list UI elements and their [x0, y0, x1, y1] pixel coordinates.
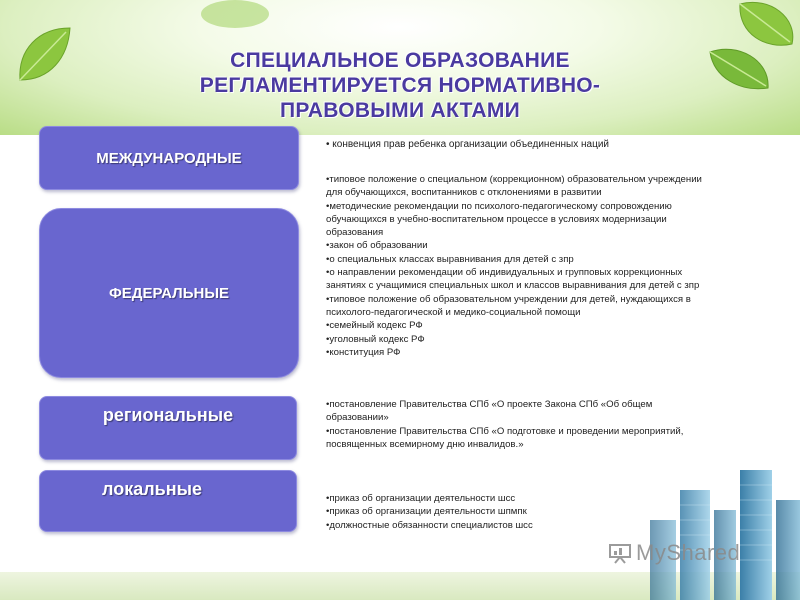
list-item: •типовое положение о специальном (коррекционном) образовательном учреждении для обучающихся, воспитанников с отклонениями в развитии	[326, 174, 702, 199]
list-item: •семейный кодекс РФ	[326, 320, 423, 332]
list-item: •о специальных классах выравнивания для детей с зпр	[326, 253, 574, 265]
list-item: •постановление Правительства СПб «О проекте Закона СПб «Об общем образовании»	[326, 399, 653, 424]
page-title	[140, 48, 660, 123]
category-local-label: локальные	[102, 479, 202, 499]
list-item: •приказ об организации деятельности шсс	[326, 493, 516, 504]
list-item: • конвенция прав ребенка организации объединенных наций	[326, 139, 610, 150]
list-item: •закон об образовании	[326, 240, 428, 252]
title-line-3: ПРАВОВЫМИ АКТАМИ	[279, 99, 521, 122]
category-regional-label: региональные	[102, 405, 234, 425]
regional-list	[326, 398, 716, 451]
list-item: •приказ об организации деятельности шпмпк	[326, 506, 527, 518]
category-federal-box	[39, 208, 299, 378]
leaf-top-left-icon	[8, 20, 78, 90]
title-line-2: РЕГЛАМЕНТИРУЕТСЯ НОРМАТИВНО-	[199, 74, 601, 97]
list-item: •уголовный кодекс РФ	[326, 333, 425, 345]
federal-list	[326, 173, 716, 359]
list-item: •методические рекомендации по психолого-педагогическому сопровождению обучающихся в учебно-воспитательном процессе в условиях модернизации образования	[326, 200, 672, 239]
leaf-top-right-icon	[660, 0, 800, 110]
category-federal-label: ФЕДЕРАЛЬНЫЕ	[108, 284, 230, 302]
category-international-label: МЕЖДУНАРОДНЫЕ	[96, 149, 242, 167]
buildings-illustration-icon	[640, 450, 800, 600]
presentation-icon	[608, 542, 632, 564]
leaf-top-center-icon	[195, 0, 275, 40]
list-item: •типовое положение об образовательном учреждении для детей, нуждающихся в психолого-педагогической и медико-социальной помощи	[326, 293, 691, 318]
category-local-box	[39, 470, 297, 532]
watermark	[608, 540, 740, 566]
list-item: •постановление Правительства СПб «О подготовке и проведении мероприятий, посвященных всемирному дню инвалидов.»	[326, 425, 684, 450]
list-item: •должностные обязанности специалистов шсс	[326, 519, 533, 531]
category-international-box	[39, 126, 299, 190]
list-item: •конституция РФ	[326, 346, 401, 358]
international-list	[326, 138, 716, 151]
watermark-text: MyShared	[636, 540, 741, 565]
category-regional-box	[39, 396, 297, 460]
list-item: •о направлении рекомендации об индивидуальных и групповых коррекционных занятиях с учащимися специальных школ и классов выравнивания для детей с зпр	[326, 267, 700, 292]
title-line-1: СПЕЦИАЛЬНОЕ ОБРАЗОВАНИЕ	[230, 49, 570, 72]
